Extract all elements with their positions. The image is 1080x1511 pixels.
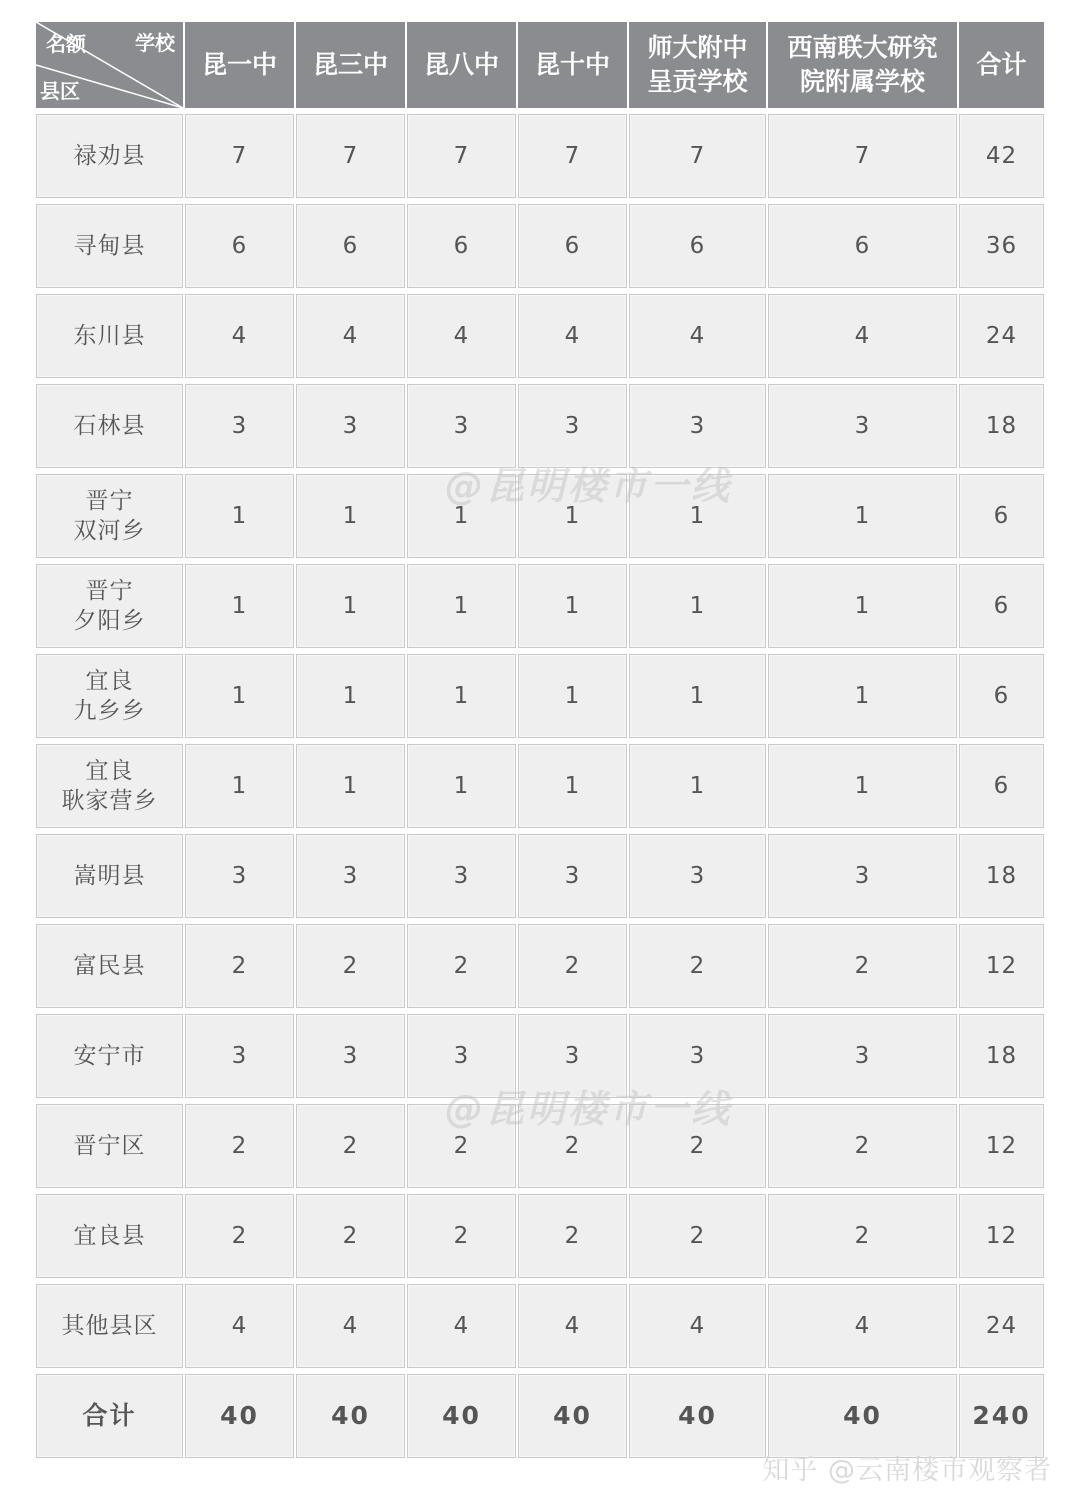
quota-cell: 1 <box>296 744 405 828</box>
table-row <box>36 384 1044 468</box>
quota-cell: 6 <box>629 204 766 288</box>
quota-cell: 1 <box>518 474 627 558</box>
table-row <box>36 1194 1044 1278</box>
quota-cell: 6 <box>296 204 405 288</box>
quota-cell: 4 <box>296 294 405 378</box>
quota-cell: 3 <box>518 1014 627 1098</box>
quota-cell: 3 <box>768 384 957 468</box>
table-row <box>36 1284 1044 1368</box>
row-total-cell: 18 <box>959 1014 1044 1098</box>
quota-cell: 2 <box>407 924 516 1008</box>
quota-cell: 4 <box>768 294 957 378</box>
quota-cell: 7 <box>296 114 405 198</box>
table-body <box>36 114 1044 1458</box>
quota-cell: 2 <box>296 924 405 1008</box>
row-county-label: 晋宁 双河乡 <box>36 474 183 558</box>
quota-cell: 6 <box>185 204 294 288</box>
row-county-label: 晋宁 夕阳乡 <box>36 564 183 648</box>
quota-cell: 40 <box>185 1374 294 1458</box>
corner-county-label: 县区 <box>40 79 80 103</box>
column-header: 西南联大研究 院附属学校 <box>768 22 959 108</box>
quota-cell: 1 <box>296 654 405 738</box>
quota-cell: 3 <box>629 834 766 918</box>
row-total-cell: 42 <box>959 114 1044 198</box>
row-total-cell: 240 <box>959 1374 1044 1458</box>
quota-cell: 2 <box>296 1194 405 1278</box>
quota-cell: 40 <box>407 1374 516 1458</box>
row-county-label: 安宁市 <box>36 1014 183 1098</box>
row-total-cell: 18 <box>959 384 1044 468</box>
corner-header-cell <box>36 22 185 108</box>
row-total-cell: 36 <box>959 204 1044 288</box>
quota-cell: 3 <box>296 834 405 918</box>
quota-cell: 40 <box>296 1374 405 1458</box>
quota-cell: 1 <box>518 654 627 738</box>
quota-cell: 2 <box>629 1194 766 1278</box>
quota-table <box>36 22 1044 1464</box>
quota-cell: 7 <box>768 114 957 198</box>
quota-cell: 6 <box>768 204 957 288</box>
quota-cell: 2 <box>407 1104 516 1188</box>
quota-cell: 3 <box>296 384 405 468</box>
row-county-label: 嵩明县 <box>36 834 183 918</box>
quota-cell: 3 <box>185 834 294 918</box>
quota-cell: 2 <box>768 1194 957 1278</box>
table-row <box>36 474 1044 558</box>
quota-cell: 2 <box>185 1194 294 1278</box>
row-county-label: 宜良 耿家营乡 <box>36 744 183 828</box>
row-total-cell: 18 <box>959 834 1044 918</box>
quota-cell: 4 <box>629 1284 766 1368</box>
quota-cell: 2 <box>185 1104 294 1188</box>
quota-cell: 4 <box>407 294 516 378</box>
table-row <box>36 744 1044 828</box>
table-row <box>36 294 1044 378</box>
quota-cell: 1 <box>296 474 405 558</box>
table-header-row <box>36 22 1044 108</box>
quota-cell: 1 <box>518 744 627 828</box>
quota-cell: 1 <box>768 474 957 558</box>
quota-cell: 1 <box>768 744 957 828</box>
quota-cell: 1 <box>185 654 294 738</box>
quota-cell: 3 <box>296 1014 405 1098</box>
quota-cell: 7 <box>185 114 294 198</box>
column-header: 昆三中 <box>296 22 407 108</box>
quota-cell: 1 <box>296 564 405 648</box>
quota-cell: 1 <box>185 474 294 558</box>
quota-cell: 2 <box>185 924 294 1008</box>
row-county-label: 其他县区 <box>36 1284 183 1368</box>
quota-cell: 7 <box>629 114 766 198</box>
quota-cell: 6 <box>518 204 627 288</box>
row-county-label: 寻甸县 <box>36 204 183 288</box>
table-row <box>36 564 1044 648</box>
footer-credit: 知乎 @云南楼市观察者 <box>762 1455 1052 1486</box>
corner-quota-label: 名额 <box>46 32 86 56</box>
quota-cell: 2 <box>296 1104 405 1188</box>
quota-cell: 4 <box>407 1284 516 1368</box>
row-total-cell: 6 <box>959 654 1044 738</box>
watermark: @昆明楼市一线 <box>445 1087 733 1131</box>
table-row <box>36 654 1044 738</box>
table-row <box>36 924 1044 1008</box>
quota-cell: 1 <box>768 564 957 648</box>
quota-cell: 1 <box>629 654 766 738</box>
quota-cell: 1 <box>185 564 294 648</box>
row-county-label: 宜良 九乡乡 <box>36 654 183 738</box>
quota-cell: 3 <box>185 384 294 468</box>
quota-cell: 3 <box>768 834 957 918</box>
quota-cell: 1 <box>407 654 516 738</box>
quota-cell: 1 <box>407 474 516 558</box>
table-row <box>36 204 1044 288</box>
quota-cell: 2 <box>407 1194 516 1278</box>
quota-cell: 3 <box>407 834 516 918</box>
table-row <box>36 114 1044 198</box>
total-row-label: 合计 <box>36 1374 183 1458</box>
row-county-label: 宜良县 <box>36 1194 183 1278</box>
quota-cell: 1 <box>185 744 294 828</box>
column-header: 昆八中 <box>407 22 518 108</box>
table-row <box>36 1104 1044 1188</box>
quota-cell: 1 <box>629 744 766 828</box>
row-total-cell: 24 <box>959 1284 1044 1368</box>
column-header: 昆十中 <box>518 22 629 108</box>
row-total-cell: 6 <box>959 474 1044 558</box>
table-row <box>36 1014 1044 1098</box>
quota-cell: 2 <box>518 1104 627 1188</box>
quota-cell: 4 <box>185 1284 294 1368</box>
quota-cell: 1 <box>518 564 627 648</box>
quota-cell: 7 <box>518 114 627 198</box>
row-total-cell: 6 <box>959 744 1044 828</box>
row-county-label: 东川县 <box>36 294 183 378</box>
quota-cell: 2 <box>518 924 627 1008</box>
quota-cell: 3 <box>768 1014 957 1098</box>
quota-cell: 40 <box>768 1374 957 1458</box>
quota-cell: 3 <box>629 1014 766 1098</box>
quota-cell: 3 <box>407 1014 516 1098</box>
quota-cell: 4 <box>518 294 627 378</box>
row-total-cell: 12 <box>959 924 1044 1008</box>
quota-cell: 4 <box>768 1284 957 1368</box>
row-total-cell: 12 <box>959 1194 1044 1278</box>
quota-cell: 6 <box>407 204 516 288</box>
row-county-label: 禄劝县 <box>36 114 183 198</box>
column-header-total: 合计 <box>976 50 1027 79</box>
column-header: 师大附中 呈贡学校 <box>629 22 768 108</box>
quota-cell: 2 <box>768 924 957 1008</box>
row-total-cell: 6 <box>959 564 1044 648</box>
column-header: 昆一中 <box>185 22 296 108</box>
quota-cell: 2 <box>518 1194 627 1278</box>
quota-cell: 3 <box>518 834 627 918</box>
quota-cell: 3 <box>518 384 627 468</box>
quota-cell: 1 <box>629 564 766 648</box>
quota-cell: 40 <box>518 1374 627 1458</box>
quota-cell: 1 <box>629 474 766 558</box>
row-county-label: 石林县 <box>36 384 183 468</box>
row-total-cell: 12 <box>959 1104 1044 1188</box>
quota-cell: 1 <box>407 564 516 648</box>
quota-cell: 4 <box>185 294 294 378</box>
row-county-label: 富民县 <box>36 924 183 1008</box>
total-row <box>36 1374 1044 1458</box>
quota-cell: 3 <box>629 384 766 468</box>
row-total-cell: 24 <box>959 294 1044 378</box>
quota-cell: 40 <box>629 1374 766 1458</box>
quota-cell: 4 <box>629 294 766 378</box>
quota-cell: 1 <box>407 744 516 828</box>
table-row <box>36 834 1044 918</box>
quota-cell: 2 <box>629 1104 766 1188</box>
quota-cell: 3 <box>407 384 516 468</box>
quota-cell: 7 <box>407 114 516 198</box>
quota-cell: 2 <box>768 1104 957 1188</box>
corner-school-label: 学校 <box>135 31 175 55</box>
quota-cell: 1 <box>768 654 957 738</box>
quota-cell: 3 <box>185 1014 294 1098</box>
row-county-label: 晋宁区 <box>36 1104 183 1188</box>
quota-cell: 4 <box>518 1284 627 1368</box>
quota-cell: 2 <box>629 924 766 1008</box>
quota-cell: 4 <box>296 1284 405 1368</box>
watermark: @昆明楼市一线 <box>445 464 733 508</box>
